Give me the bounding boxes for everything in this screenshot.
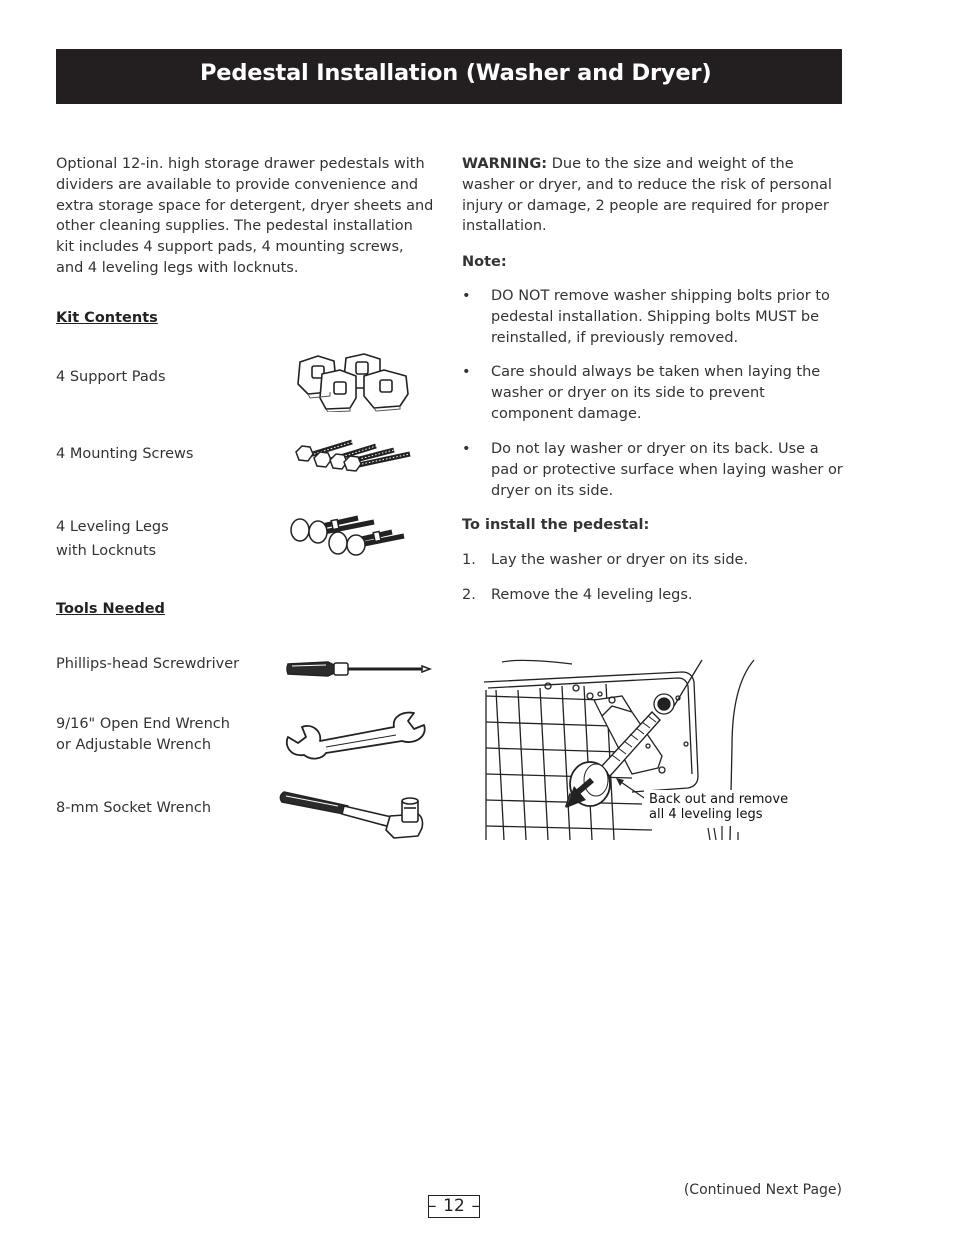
tools-needed-heading: Tools Needed (56, 601, 165, 617)
mounting-screws-icon (294, 436, 412, 474)
tool-item-label: Phillips-head Screwdriver (56, 656, 240, 672)
tool-item-label-line2: or Adjustable Wrench (56, 737, 212, 753)
warning-paragraph (462, 154, 844, 237)
note-label: Note: (462, 254, 507, 270)
step-number: 1. (462, 552, 476, 568)
kit-item-label: 4 Leveling Legs (56, 519, 169, 535)
kit-item-support-pads (56, 366, 166, 389)
socket-wrench-icon (278, 784, 428, 844)
figure-callout-line1: Back out and remove (649, 792, 789, 807)
page-title: Pedestal Installation (Washer and Dryer) (200, 60, 712, 86)
tool-item-socket-wrench (56, 797, 211, 820)
kit-item-label: 4 Mounting Screws (56, 446, 194, 462)
bullet-text: Care should always be taken when laying the washer or dryer on its side to prevent component damage. (491, 364, 821, 422)
tool-item-label: 8-mm Socket Wrench (56, 800, 212, 816)
install-heading: To install the pedestal: (462, 517, 650, 533)
screwdriver-icon (284, 656, 432, 682)
figure-callout (649, 792, 788, 822)
tool-item-screwdriver (56, 653, 239, 676)
install-steps (462, 550, 844, 610)
support-pads-icon (294, 352, 412, 412)
tool-item-wrench (56, 714, 230, 756)
step-text: Remove the 4 leveling legs. (491, 587, 693, 603)
step-text: Lay the washer or dryer on its side. (491, 552, 749, 568)
kit-item-leveling-legs (56, 516, 169, 563)
page-number-box (428, 1195, 480, 1218)
warning-label: WARNING: (462, 156, 548, 172)
figure-callout-line2: all 4 leveling legs (649, 807, 763, 822)
bullet-text: Do not lay washer or dryer on its back. Use a pad or protective surface when laying washer or dryer on its side. (491, 441, 843, 499)
kit-item-mounting-screws (56, 443, 193, 466)
page-number-dash-right: – (471, 1196, 480, 1216)
bullet-mark: • (462, 441, 471, 457)
step-number: 2. (462, 587, 476, 603)
kit-item-label-line2: with Locknuts (56, 543, 157, 559)
bullet-text: DO NOT remove washer shipping bolts prior to pedestal installation. Shipping bolts MUST be reinstalled, if previously removed. (491, 288, 830, 346)
bullet-mark: • (462, 364, 471, 380)
page-header-bar (56, 49, 842, 104)
continued-next-page: (Continued Next Page) (683, 1182, 842, 1198)
page-number-dash-left: – (428, 1196, 437, 1216)
bullet-mark: • (462, 288, 471, 304)
kit-contents-heading: Kit Contents (56, 310, 158, 326)
kit-item-label: 4 Support Pads (56, 369, 166, 385)
intro-paragraph: Optional 12-in. high storage drawer pedestals with dividers are available to provide convenience and extra storage space for detergent, dryer sheets and other cleaning supplies. The pedestal installation kit includes 4 support pads, 4 mounting screws, and 4 leveling legs with locknuts. (56, 156, 434, 276)
tool-item-label: 9/16" Open End Wrench (56, 716, 230, 732)
warning-text: Due to the size and weight of the washer or dryer, and to reduce the risk of personal injury or damage, 2 people are required for proper installation. (462, 156, 832, 235)
leveling-legs-icon (288, 512, 408, 556)
page-number: 12 (443, 1196, 465, 1216)
open-end-wrench-icon (282, 711, 428, 763)
